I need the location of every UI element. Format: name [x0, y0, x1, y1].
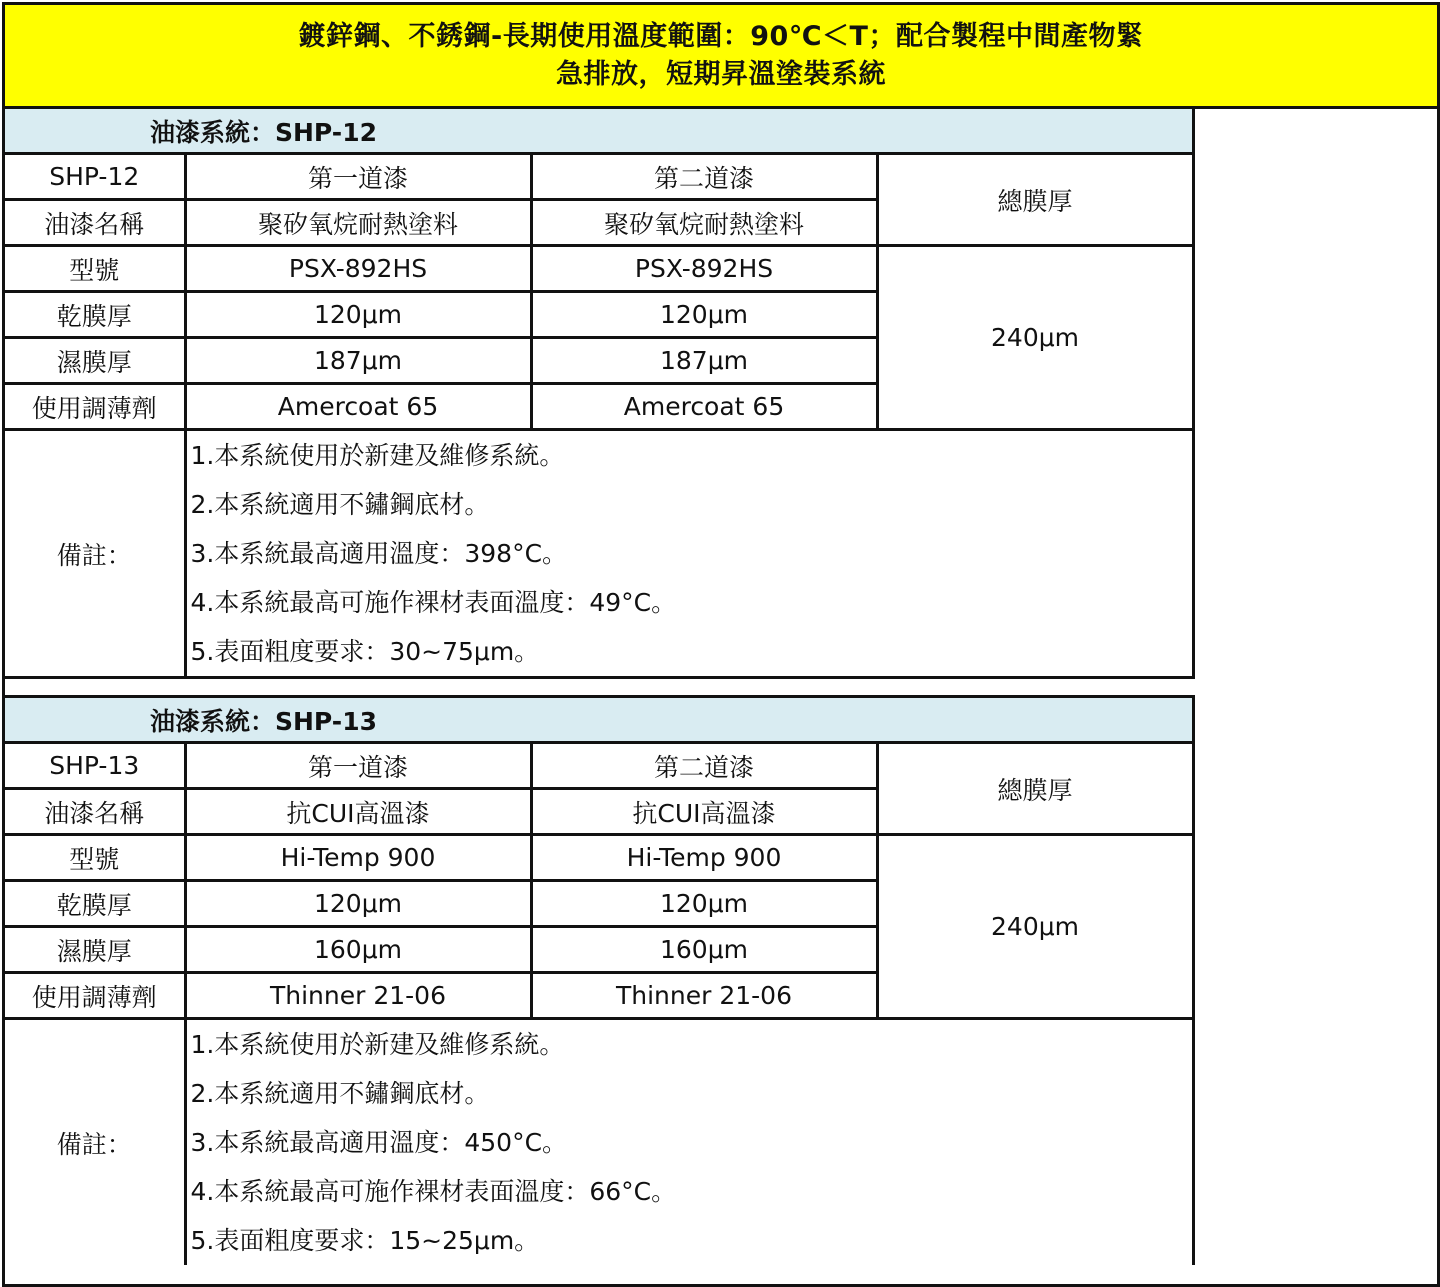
total-thickness-value: 240μm: [877, 835, 1193, 1019]
title-line-2: 急排放，短期昇溫塗裝系統: [556, 58, 886, 90]
coat1-wet-film: 160μm: [185, 927, 531, 973]
coat2-header: 第二道漆: [531, 154, 877, 200]
coat2-paint-name: 聚矽氧烷耐熱塗料: [531, 200, 877, 246]
system-header: 油漆系統：SHP-12: [5, 108, 1193, 154]
coat2-thinner: Thinner 21-06: [531, 973, 877, 1019]
notes-cell: [185, 430, 1193, 678]
coat2-paint-name: 抗CUI高溫漆: [531, 789, 877, 835]
note-line: 5.表面粗度要求：30~75μm。: [190, 637, 540, 666]
spec-sheet: [2, 2, 1440, 1287]
paint-system-table-shp-13: [5, 695, 1195, 1265]
row-label-dry-film: 乾膜厚: [5, 881, 185, 927]
coat1-header: 第一道漆: [185, 743, 531, 789]
coat1-dry-film: 120μm: [185, 881, 531, 927]
coat2-dry-film: 120μm: [531, 292, 877, 338]
coat1-thinner: Thinner 21-06: [185, 973, 531, 1019]
coat1-model: PSX-892HS: [185, 246, 531, 292]
total-thickness-header: 總膜厚: [877, 154, 1193, 246]
page-title: [5, 5, 1437, 109]
coat2-header: 第二道漆: [531, 743, 877, 789]
row-label-thinner: 使用調薄劑: [5, 973, 185, 1019]
row-label-model: 型號: [5, 246, 185, 292]
coat2-dry-film: 120μm: [531, 881, 877, 927]
row-label-wet-film: 濕膜厚: [5, 927, 185, 973]
paint-system-table-shp-12: [5, 106, 1195, 679]
system-code: SHP-12: [5, 154, 185, 200]
coat2-wet-film: 160μm: [531, 927, 877, 973]
row-label-paint-name: 油漆名稱: [5, 200, 185, 246]
note-line: 5.表面粗度要求：15~25μm。: [190, 1226, 540, 1255]
note-line: 2.本系統適用不鏽鋼底材。: [190, 1079, 490, 1108]
note-line: 4.本系統最高可施作裸材表面溫度：49°C。: [190, 588, 677, 617]
row-label-dry-film: 乾膜厚: [5, 292, 185, 338]
coat1-paint-name: 抗CUI高溫漆: [185, 789, 531, 835]
coat1-paint-name: 聚矽氧烷耐熱塗料: [185, 200, 531, 246]
note-line: 3.本系統最高適用溫度：398°C。: [190, 539, 568, 568]
row-label-model: 型號: [5, 835, 185, 881]
coat2-model: Hi-Temp 900: [531, 835, 877, 881]
note-line: 2.本系統適用不鏽鋼底材。: [190, 490, 490, 519]
note-line: 3.本系統最高適用溫度：450°C。: [190, 1128, 568, 1157]
note-line: 1.本系統使用於新建及維修系統。: [190, 441, 565, 470]
coat1-thinner: Amercoat 65: [185, 384, 531, 430]
notes-cell: [185, 1019, 1193, 1266]
system-header: 油漆系統：SHP-13: [5, 697, 1193, 743]
row-label-thinner: 使用調薄劑: [5, 384, 185, 430]
system-code: SHP-13: [5, 743, 185, 789]
total-thickness-header: 總膜厚: [877, 743, 1193, 835]
title-line-1: 鍍鋅鋼、不銹鋼-長期使用溫度範圍：90℃＜T；配合製程中間產物緊: [298, 20, 1144, 52]
coat2-thinner: Amercoat 65: [531, 384, 877, 430]
coat1-dry-film: 120μm: [185, 292, 531, 338]
note-line: 4.本系統最高可施作裸材表面溫度：66°C。: [190, 1177, 677, 1206]
note-line: 1.本系統使用於新建及維修系統。: [190, 1030, 565, 1059]
row-label-wet-film: 濕膜厚: [5, 338, 185, 384]
coat2-wet-film: 187μm: [531, 338, 877, 384]
coat1-header: 第一道漆: [185, 154, 531, 200]
total-thickness-value: 240μm: [877, 246, 1193, 430]
notes-label: 備註：: [5, 430, 185, 678]
coat2-model: PSX-892HS: [531, 246, 877, 292]
row-label-paint-name: 油漆名稱: [5, 789, 185, 835]
coat1-model: Hi-Temp 900: [185, 835, 531, 881]
notes-label: 備註：: [5, 1019, 185, 1266]
coat1-wet-film: 187μm: [185, 338, 531, 384]
